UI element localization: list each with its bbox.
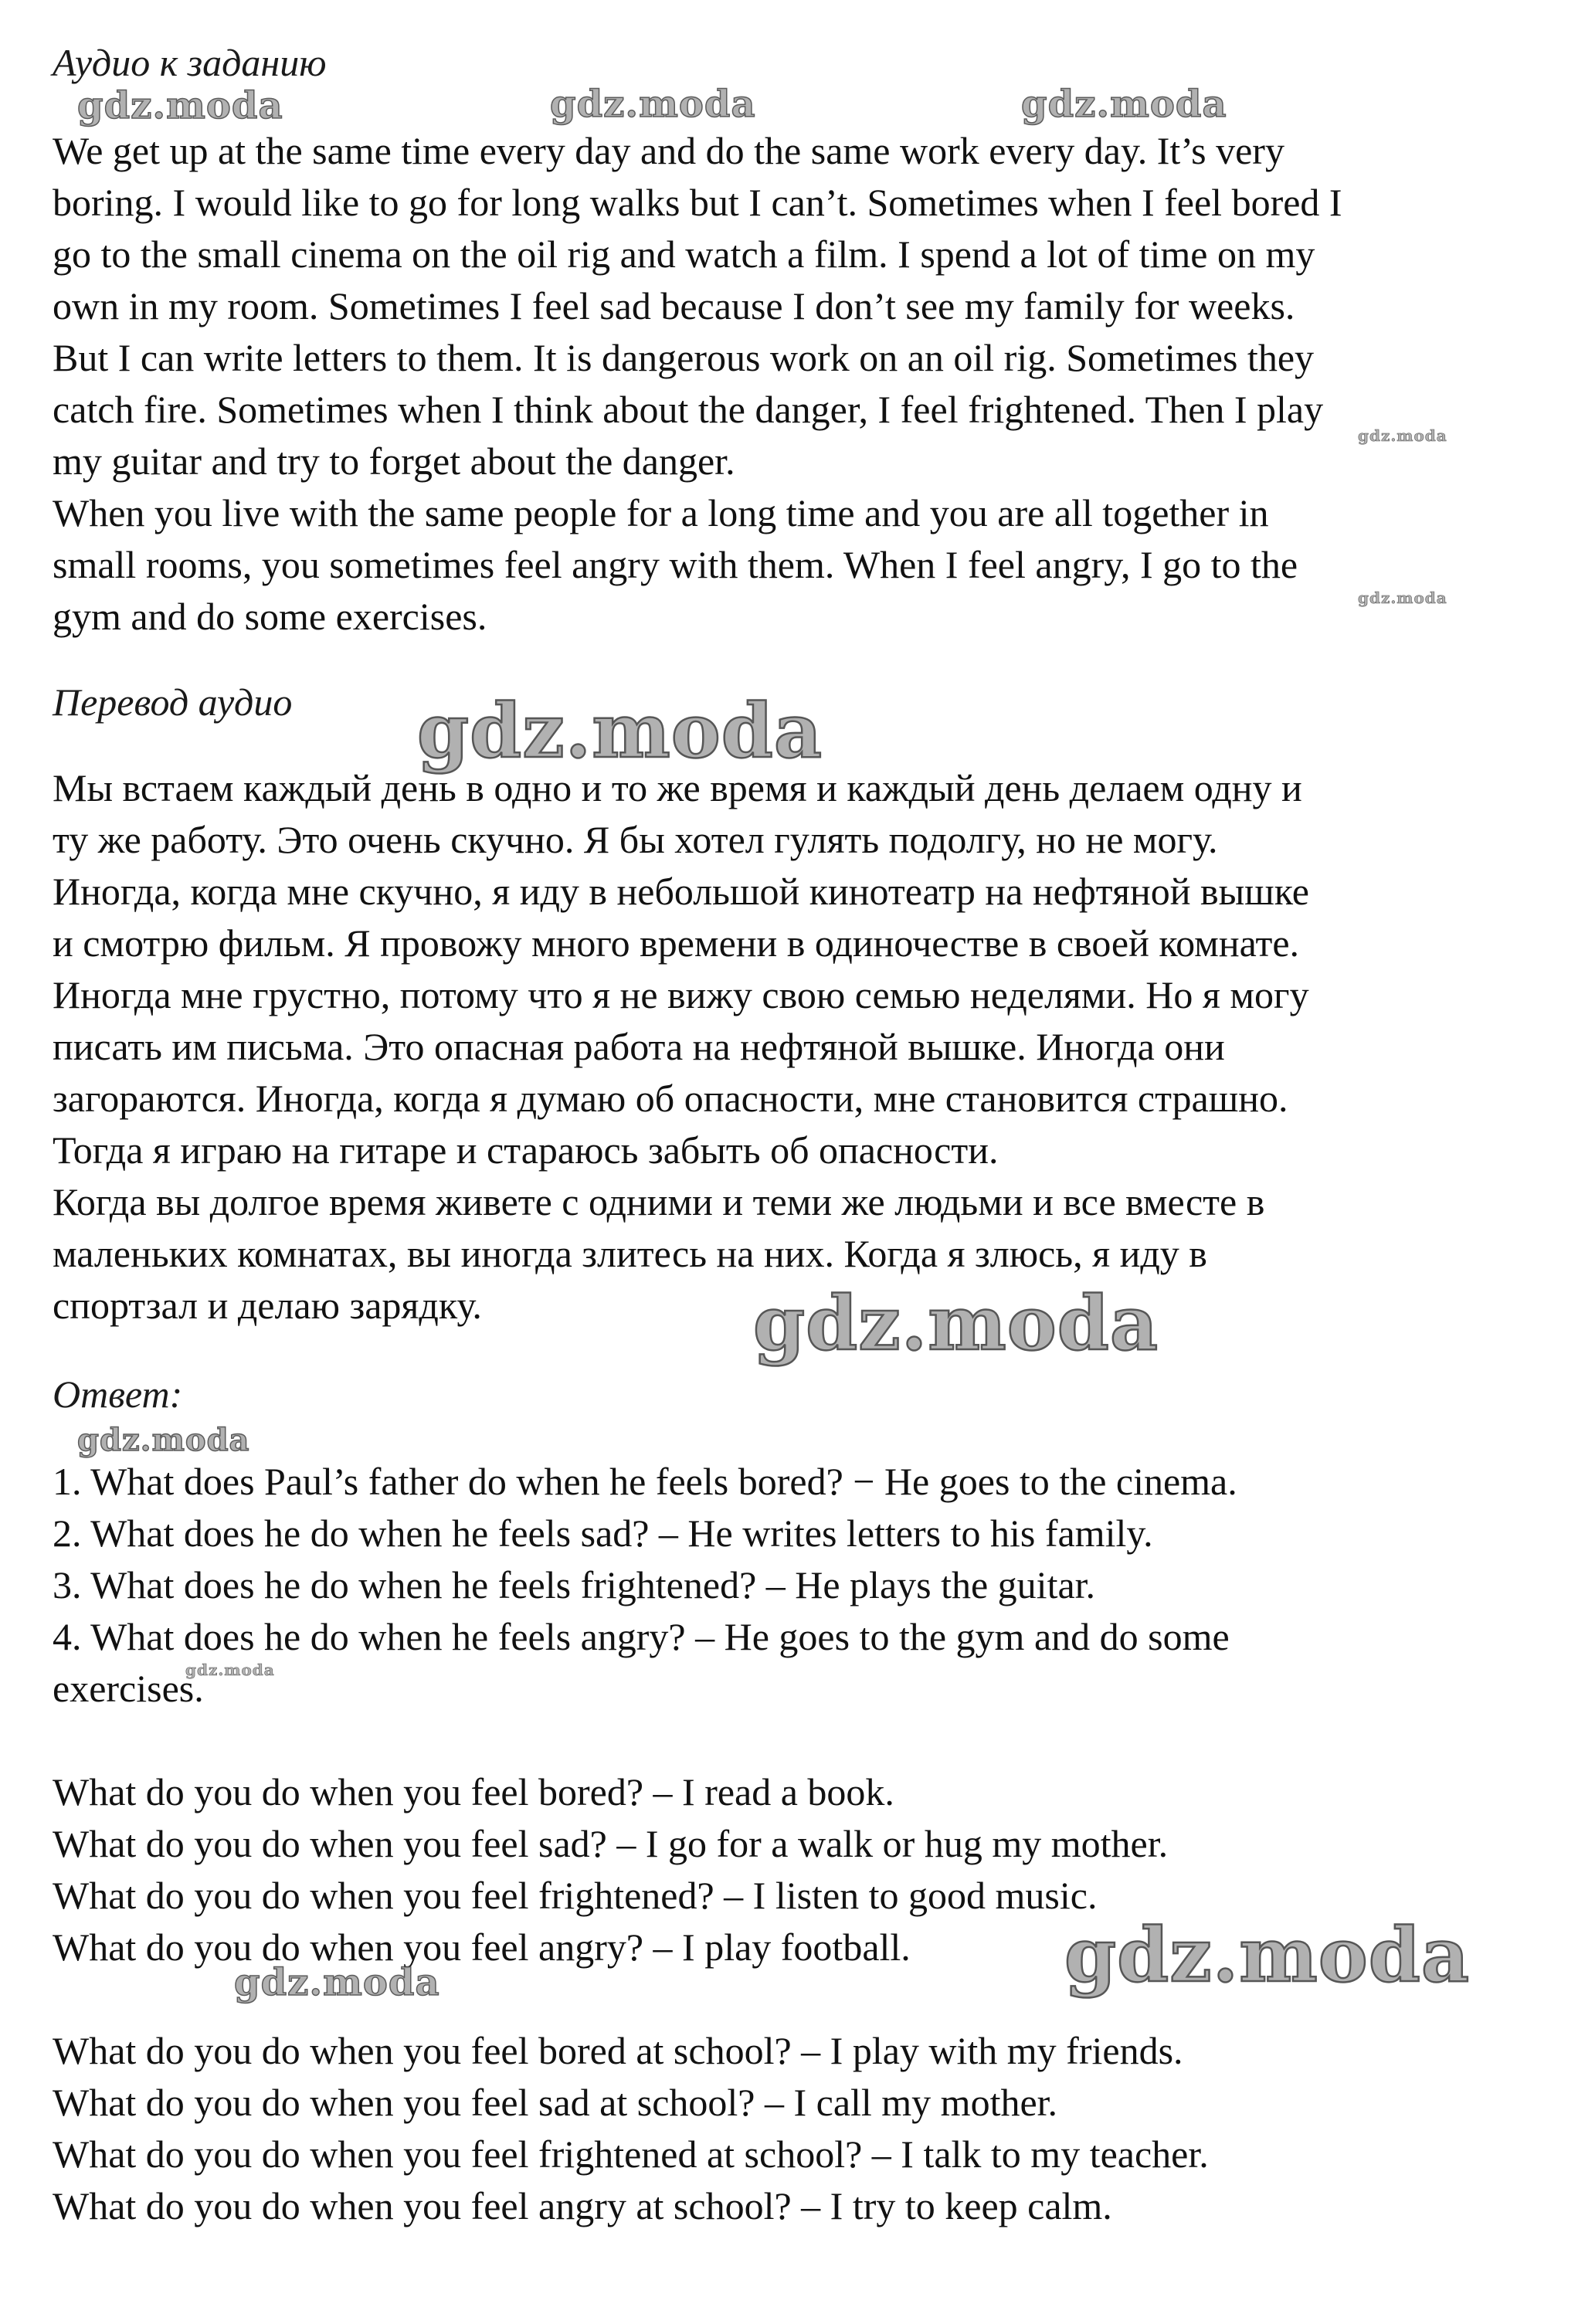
watermark-logo: gdz.moda (77, 1422, 250, 1458)
audio-line: go to the small cinema on the oil rig and watch a film. I spend a lot of time on my (53, 232, 1315, 276)
audio-line: own in my room. Sometimes I feel sad because I don’t see my family for weeks. (53, 284, 1295, 327)
translation-line: маленьких комнатах, вы иногда злитесь на них. Когда я злюсь, я иду в (53, 1232, 1207, 1275)
answer-numbered-line: 2. What does he do when he feels sad? – He writes letters to his family. (53, 1511, 1153, 1555)
translation-line: ту же работу. Это очень скучно. Я бы хотел гулять подолгу, но не могу. (53, 818, 1218, 861)
audio-line: catch fire. Sometimes when I think about the danger, I feel frightened. Then I play (53, 388, 1324, 431)
watermark-logo: gdz.moda (1021, 83, 1227, 126)
translation-line: Мы встаем каждый день в одно и то же время и каждый день делаем одну и (53, 766, 1302, 809)
translation-line: и смотрю фильм. Я провожу много времени в одиночестве в своей комнате. (53, 921, 1300, 965)
watermark-logo: gdz.moda (234, 1961, 440, 2004)
audio-line: my guitar and try to forget about the danger. (53, 439, 735, 483)
watermark-logo: gdz.moda (417, 687, 823, 775)
answer-personal-line: What do you do when you feel frightened? – I listen to good music. (53, 1874, 1098, 1917)
translation-line: Тогда я играю на гитаре и стараюсь забыть об опасности. (53, 1128, 999, 1172)
audio-line: But I can write letters to them. It is dangerous work on an oil rig. Sometimes they (53, 336, 1315, 379)
answer-school-line: What do you do when you feel angry at school? – I try to keep calm. (53, 2184, 1112, 2227)
audio-line: We get up at the same time every day and do the same work every day. It’s very (53, 129, 1284, 172)
answer-numbered-line: 3. What does he do when he feels frightened? – He plays the guitar. (53, 1563, 1096, 1606)
audio-heading: Аудио к заданию (53, 41, 327, 84)
watermark-logo: gdz.moda (1358, 426, 1447, 445)
translation-line: спортзал и делаю зарядку. (53, 1284, 482, 1327)
watermark-logo: gdz.moda (1064, 1912, 1471, 1999)
watermark-logo: gdz.moda (753, 1280, 1159, 1367)
translation-line: загораются. Иногда, когда я думаю об опасности, мне становится страшно. (53, 1077, 1288, 1120)
watermark-logo: gdz.moda (185, 1661, 275, 1679)
answer-school-line: What do you do when you feel sad at school? – I call my mother. (53, 2081, 1058, 2124)
answer-personal-line: What do you do when you feel bored? – I read a book. (53, 1770, 894, 1813)
answer-personal-line: What do you do when you feel angry? – I play football. (53, 1925, 911, 1969)
answer-heading: Ответ: (53, 1372, 183, 1416)
translation-line: Когда вы долгое время живете с одними и теми же людьми и все вместе в (53, 1180, 1265, 1223)
translation-line: Иногда, когда мне скучно, я иду в небольшой кинотеатр на нефтяной вышке (53, 870, 1309, 913)
translation-line: писать им письма. Это опасная работа на нефтяной вышке. Иногда они (53, 1025, 1225, 1068)
watermark-logo: gdz.moda (77, 84, 283, 127)
answer-numbered-line: 4. What does he do when he feels angry? – He goes to the gym and do some (53, 1615, 1230, 1658)
answer-personal-line: What do you do when you feel sad? – I go for a walk or hug my mother. (53, 1822, 1169, 1865)
answer-school-line: What do you do when you feel frightened at school? – I talk to my teacher. (53, 2132, 1209, 2176)
translation-line: Иногда мне грустно, потому что я не вижу свою семью неделями. Но я могу (53, 973, 1309, 1016)
answer-school-line: What do you do when you feel bored at school? – I play with my friends. (53, 2029, 1183, 2072)
audio-line: gym and do some exercises. (53, 595, 487, 638)
answer-numbered-line: 1. What does Paul’s father do when he feels bored? − He goes to the cinema. (53, 1460, 1237, 1503)
audio-line: small rooms, you sometimes feel angry with them. When I feel angry, I go to the (53, 543, 1298, 586)
watermark-logo: gdz.moda (550, 83, 756, 126)
audio-line: boring. I would like to go for long walks but I can’t. Sometimes when I feel bored I (53, 181, 1342, 224)
answer-numbered-line: exercises. (53, 1667, 204, 1710)
translation-heading: Перевод аудио (53, 680, 293, 724)
audio-line: When you live with the same people for a long time and you are all together in (53, 491, 1269, 534)
watermark-logo: gdz.moda (1358, 589, 1447, 607)
